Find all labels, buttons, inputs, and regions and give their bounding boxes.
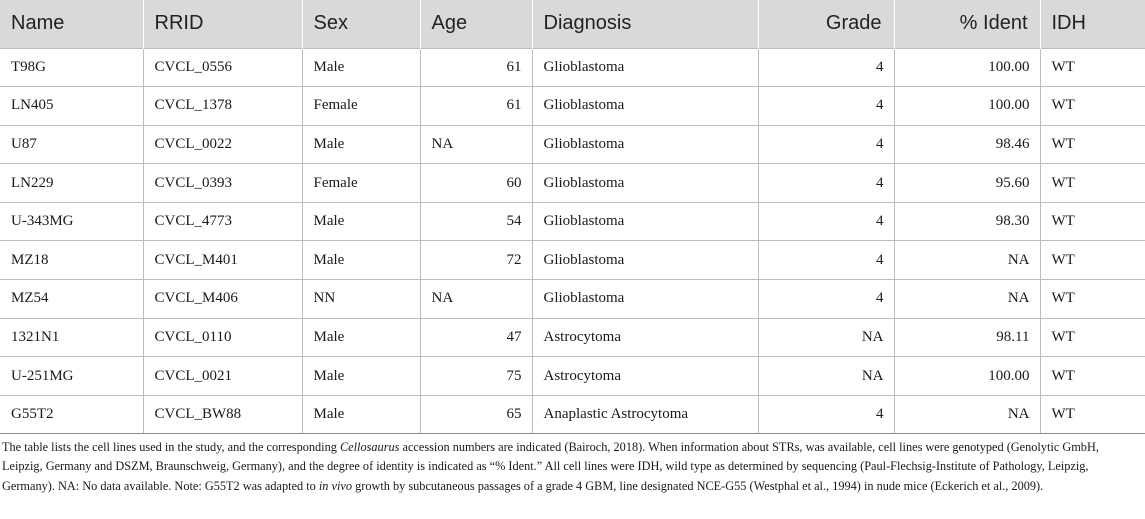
footnote-text-1: The table lists the cell lines used in the study, and the corresponding [2, 440, 340, 454]
cell-ident: NA [894, 280, 1040, 319]
table-row [0, 164, 1145, 203]
header-name: Name [11, 12, 65, 35]
cell-rrid: CVCL_0393 [143, 164, 302, 203]
cell-age: NA [420, 280, 532, 319]
cell-rrid: CVCL_M406 [143, 280, 302, 319]
cell-grade: 4 [758, 241, 894, 280]
table-header [0, 0, 1145, 48]
cell-diagnosis: Anaplastic Astrocytoma [532, 395, 758, 434]
table-footnote [2, 438, 1142, 496]
cell-sex: Male [302, 357, 420, 396]
cell-age: 47 [420, 318, 532, 357]
cell-rrid: CVCL_4773 [143, 202, 302, 241]
cell-name: U87 [0, 125, 143, 164]
cell-diagnosis: Glioblastoma [532, 241, 758, 280]
cell-name: U-343MG [0, 202, 143, 241]
cell-ident: 98.30 [894, 202, 1040, 241]
table-row [0, 395, 1145, 434]
cell-ident: 100.00 [894, 357, 1040, 396]
table-row [0, 241, 1145, 280]
cell-rrid: CVCL_BW88 [143, 395, 302, 434]
cell-age: NA [420, 125, 532, 164]
cell-name: G55T2 [0, 395, 143, 434]
cell-name: LN405 [0, 87, 143, 126]
cell-ident: 95.60 [894, 164, 1040, 203]
cell-sex: Female [302, 164, 420, 203]
cell-sex: Male [302, 125, 420, 164]
cell-diagnosis: Glioblastoma [532, 48, 758, 87]
cell-rrid: CVCL_0110 [143, 318, 302, 357]
cell-ident: 98.46 [894, 125, 1040, 164]
table-row [0, 357, 1145, 396]
table-body [0, 48, 1145, 434]
cell-sex: Female [302, 87, 420, 126]
cell-diagnosis: Glioblastoma [532, 202, 758, 241]
cell-name: LN229 [0, 164, 143, 203]
cell-grade: 4 [758, 202, 894, 241]
header-rrid: RRID [143, 0, 302, 48]
cell-sex: Male [302, 48, 420, 87]
cell-idh: WT [1040, 125, 1145, 164]
table-row [0, 87, 1145, 126]
cell-ident: 100.00 [894, 87, 1040, 126]
cell-age: 60 [420, 164, 532, 203]
table-row [0, 280, 1145, 319]
header-idh: IDH [1040, 0, 1145, 48]
table-row [0, 48, 1145, 87]
header-ident: % Ident [894, 0, 1040, 48]
cell-diagnosis: Glioblastoma [532, 125, 758, 164]
cell-grade: NA [758, 357, 894, 396]
cell-name: T98G [0, 48, 143, 87]
table-row [0, 202, 1145, 241]
cell-grade: 4 [758, 395, 894, 434]
cell-rrid: CVCL_M401 [143, 241, 302, 280]
cell-age: 75 [420, 357, 532, 396]
cell-idh: WT [1040, 164, 1145, 203]
cell-diagnosis: Glioblastoma [532, 164, 758, 203]
cell-sex: NN [302, 280, 420, 319]
cell-idh: WT [1040, 241, 1145, 280]
cell-diagnosis: Astrocytoma [532, 357, 758, 396]
cell-diagnosis: Glioblastoma [532, 87, 758, 126]
cell-ident: 100.00 [894, 48, 1040, 87]
cell-grade: 4 [758, 280, 894, 319]
cell-grade: 4 [758, 125, 894, 164]
cell-name: MZ18 [0, 241, 143, 280]
cell-rrid: CVCL_0022 [143, 125, 302, 164]
footnote-italic-cellosaurus: Cellosaurus [339, 440, 400, 454]
cell-idh: WT [1040, 202, 1145, 241]
cell-age: 65 [420, 395, 532, 434]
cell-diagnosis: Astrocytoma [532, 318, 758, 357]
cell-age: 54 [420, 202, 532, 241]
header-age: Age [420, 0, 532, 48]
cell-age: 72 [420, 241, 532, 280]
cell-idh: WT [1040, 357, 1145, 396]
cell-idh: WT [1040, 280, 1145, 319]
header-sex: Sex [302, 0, 420, 48]
cell-rrid: CVCL_0556 [143, 48, 302, 87]
cell-sex: Male [302, 318, 420, 357]
header-row [0, 0, 1145, 48]
cell-age: 61 [420, 48, 532, 87]
cell-sex: Male [302, 202, 420, 241]
cell-name: MZ54 [0, 280, 143, 319]
footnote-text-2: accession numbers are indicated (Bairoch, 2018). When information about STRs, was available, cell lines were genotyped (Genolytic GmbH, Leipzig, Germany and DSZM, Braunschweig, Germany), and the degree of identity is indicated as “% Ident.” All cell lines were IDH, wild type as determined by sequencing (Paul-Flechsig-Institute of Pathology, Leipzig, Germany). NA: No data available. Note: G55T2 was adapted to [2, 440, 1099, 493]
cell-rrid: CVCL_1378 [143, 87, 302, 126]
cell-sex: Male [302, 395, 420, 434]
cell-grade: 4 [758, 164, 894, 203]
header-diagnosis: Diagnosis [532, 0, 758, 48]
cell-idh: WT [1040, 318, 1145, 357]
cell-age: 61 [420, 87, 532, 126]
cell-idh: WT [1040, 48, 1145, 87]
table-row [0, 125, 1145, 164]
cell-idh: WT [1040, 87, 1145, 126]
cell-ident: NA [894, 241, 1040, 280]
cell-grade: 4 [758, 48, 894, 87]
cell-rrid: CVCL_0021 [143, 357, 302, 396]
cell-sex: Male [302, 241, 420, 280]
cell-name: 1321N1 [0, 318, 143, 357]
table-row [0, 318, 1145, 357]
header-grade: Grade [758, 0, 894, 48]
footnote-text-3: growth by subcutaneous passages of a grade 4 GBM, line designated NCE-G55 (Westphal et al., 1994) in nude mice (Eckerich et al., 2009). [352, 478, 1044, 493]
cell-grade: NA [758, 318, 894, 357]
cell-ident: NA [894, 395, 1040, 434]
cell-name: U-251MG [0, 357, 143, 396]
footnote-italic-in-vivo: in vivo [318, 478, 353, 493]
cell-grade: 4 [758, 87, 894, 126]
cell-diagnosis: Glioblastoma [532, 280, 758, 319]
cell-idh: WT [1040, 395, 1145, 434]
cell-ident: 98.11 [894, 318, 1040, 357]
